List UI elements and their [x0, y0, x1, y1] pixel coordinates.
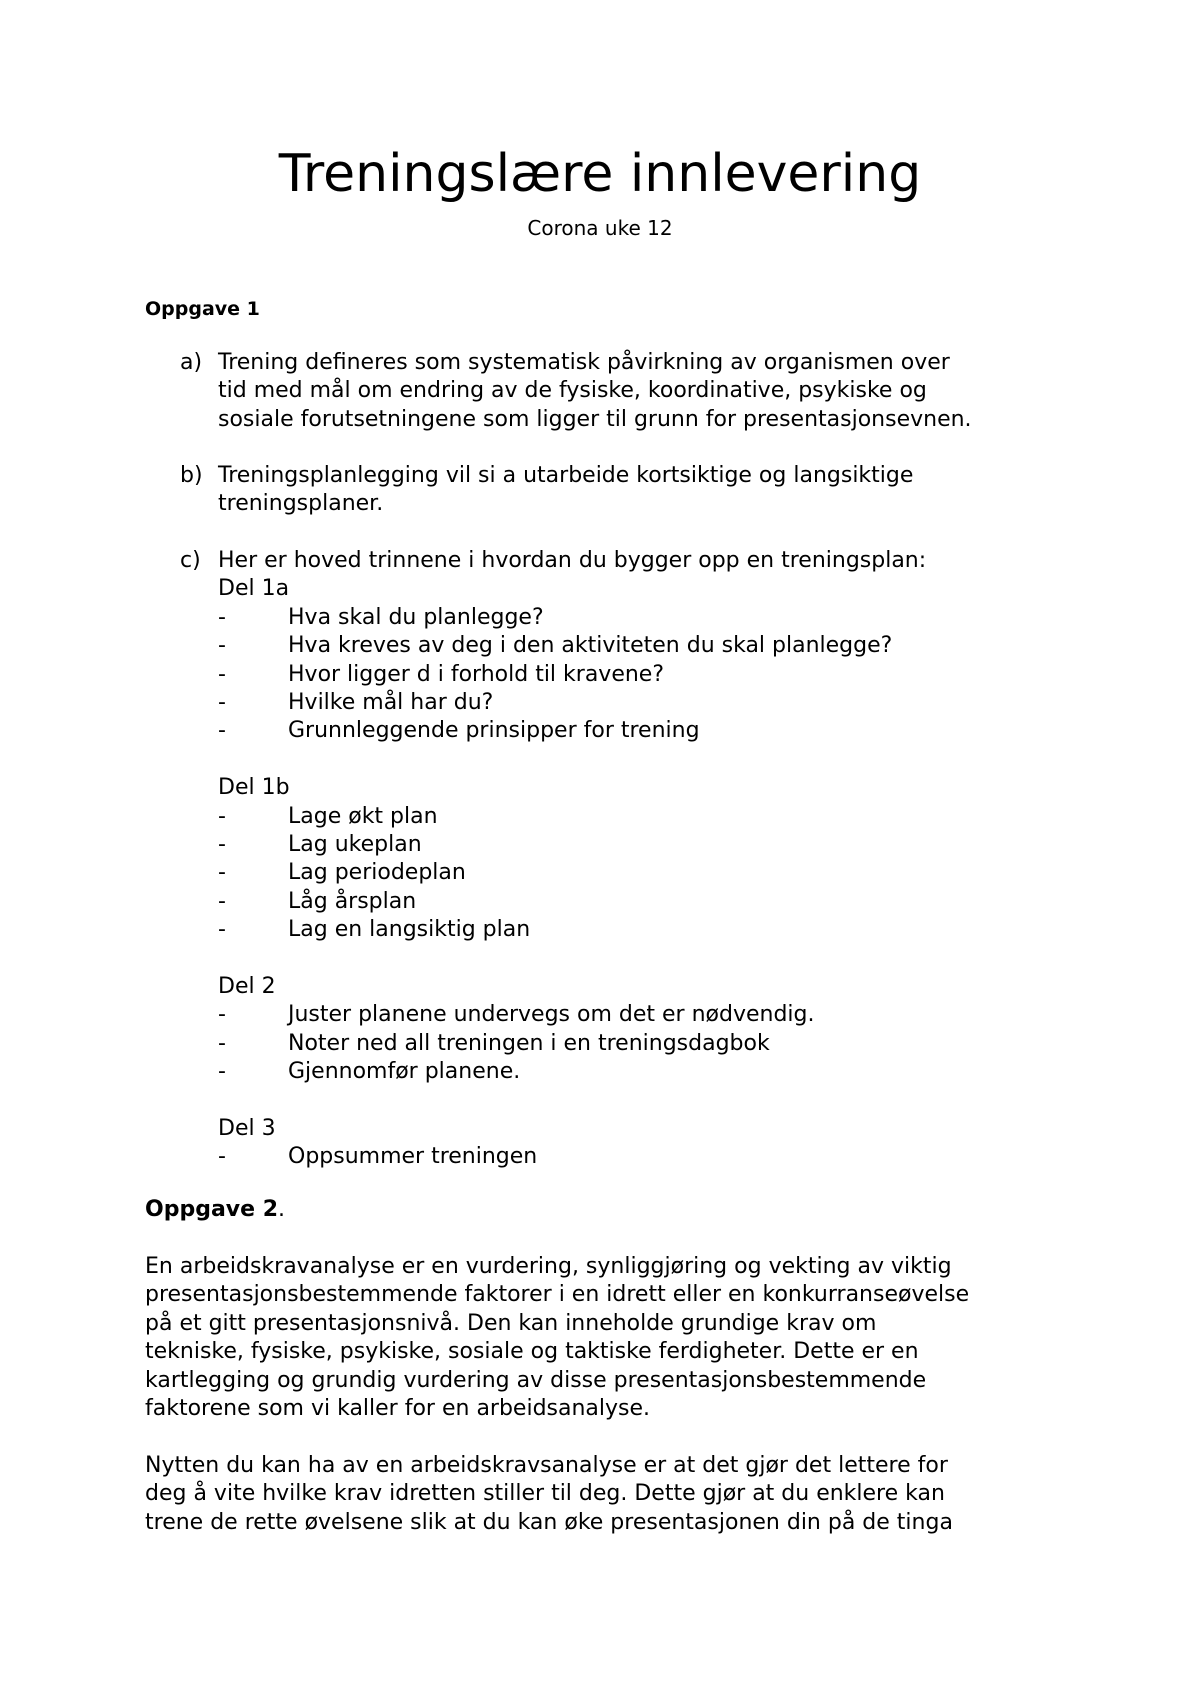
list-item — [218, 1030, 1078, 1058]
answer-b-line: Treningsplanlegging vil si a utarbeide kortsiktige og langsiktige — [218, 463, 914, 488]
paragraph-line: faktorene som vi kaller for en arbeidsanalyse. — [145, 1396, 651, 1422]
dash-marker: - — [218, 1030, 226, 1056]
list-item-text: Oppsummer treningen — [288, 1144, 538, 1170]
list-item — [218, 632, 1078, 660]
list-item — [218, 859, 1078, 887]
dash-marker: - — [218, 633, 226, 659]
list-item — [218, 831, 1078, 859]
list-marker-c: c) — [180, 548, 201, 573]
list-item — [218, 717, 1078, 745]
list-item-text: Hvilke mål har du? — [288, 690, 494, 716]
del-1b-label: Del 1b — [218, 775, 290, 801]
answer-a-line: Trening defineres som systematisk påvirkning av organismen over — [218, 350, 950, 375]
dash-marker: - — [218, 604, 226, 630]
list-item-text: Lag ukeplan — [288, 832, 422, 858]
dash-marker: - — [218, 661, 226, 687]
answer-c — [180, 547, 1080, 1172]
dash-marker: - — [218, 1144, 226, 1170]
list-item-text: Lag en langsiktig plan — [288, 917, 531, 943]
list-item — [218, 661, 1078, 689]
list-marker-a: a) — [180, 350, 203, 375]
answer-c-intro: Her er hoved trinnene i hvordan du bygger opp en treningsplan: — [218, 548, 927, 573]
list-item — [218, 888, 1078, 916]
paragraph-line: trene de rette øvelsene slik at du kan øke presentasjonen din på de tinga — [145, 1509, 953, 1535]
list-item-text: Hva skal du planlegge? — [288, 604, 544, 630]
paragraph-line: presentasjonsbestemmende faktorer i en idrett eller en konkurranseøvelse — [145, 1282, 970, 1308]
list-item — [218, 803, 1078, 831]
list-item-text: Gjennomfør planene. — [288, 1059, 521, 1085]
list-item-text: Lage økt plan — [288, 803, 438, 829]
dash-marker: - — [218, 1059, 226, 1085]
list-item — [218, 1058, 1078, 1086]
dash-marker: - — [218, 917, 226, 943]
spacer — [218, 746, 1078, 774]
del-1a-label: Del 1a — [218, 576, 290, 602]
paragraph-nytten — [145, 1452, 1085, 1537]
list-item-text: Lag periodeplan — [288, 860, 466, 886]
document-title: Treningslære innlevering — [278, 144, 922, 204]
oppgave-2-heading-text: Oppgave 2 — [145, 1197, 279, 1222]
dash-marker: - — [218, 860, 226, 886]
dash-marker: - — [218, 832, 226, 858]
spacer — [218, 945, 1078, 973]
answer-b — [180, 462, 1080, 519]
list-marker-b: b) — [180, 463, 203, 488]
paragraph-line: Nytten du kan ha av en arbeidskravsanalyse er at det gjør det lettere for — [145, 1453, 948, 1478]
list-item — [218, 916, 1078, 944]
oppgave-2-heading — [145, 1196, 285, 1224]
paragraph-line: tekniske, fysiske, psykiske, sosiale og taktiske ferdigheter. Dette er en — [145, 1339, 919, 1365]
list-item — [218, 604, 1078, 632]
paragraph-arbeidskravanalyse — [145, 1253, 1085, 1423]
dash-marker: - — [218, 888, 226, 914]
list-item — [218, 689, 1078, 717]
list-item-text: Hvor ligger d i forhold til kravene? — [288, 661, 665, 687]
answer-a — [180, 349, 1080, 434]
paragraph-line: på et gitt presentasjonsnivå. Den kan inneholde grundige krav om — [145, 1310, 877, 1336]
answer-a-line: tid med mål om endring av de fysiske, koordinative, psykiske og — [218, 378, 927, 404]
dash-marker: - — [218, 718, 226, 744]
dash-marker: - — [218, 690, 226, 716]
del-3-label: Del 3 — [218, 1116, 276, 1142]
paragraph-line: kartlegging og grundig vurdering av disse presentasjonsbestemmende — [145, 1367, 927, 1393]
spacer — [218, 1087, 1078, 1115]
list-item — [218, 1001, 1078, 1029]
paragraph-line: En arbeidskravanalyse er en vurdering, synliggjøring og vekting av viktig — [145, 1254, 952, 1279]
dash-marker: - — [218, 1002, 226, 1028]
del-2-label: Del 2 — [218, 974, 276, 1000]
list-item-text: Grunnleggende prinsipper for trening — [288, 718, 700, 744]
answer-b-line: treningsplaner. — [218, 491, 384, 517]
list-item — [218, 1143, 1078, 1171]
list-item-text: Låg årsplan — [288, 888, 417, 914]
dash-marker: - — [218, 803, 226, 829]
list-item-text: Hva kreves av deg i den aktiviteten du skal planlegge? — [288, 633, 893, 659]
oppgave-1-heading: Oppgave 1 — [145, 298, 260, 320]
oppgave-2-heading-suffix: . — [278, 1197, 286, 1222]
document-subtitle: Corona uke 12 — [527, 216, 673, 240]
answer-a-line: sosiale forutsetningene som ligger til grunn for presentasjonsevnen. — [218, 406, 972, 432]
paragraph-line: deg å vite hvilke krav idretten stiller til deg. Dette gjør at du enklere kan — [145, 1481, 945, 1507]
list-item-text: Juster planene undervegs om det er nødvendig. — [288, 1002, 815, 1028]
list-item-text: Noter ned all treningen i en treningsdagbok — [288, 1030, 770, 1056]
